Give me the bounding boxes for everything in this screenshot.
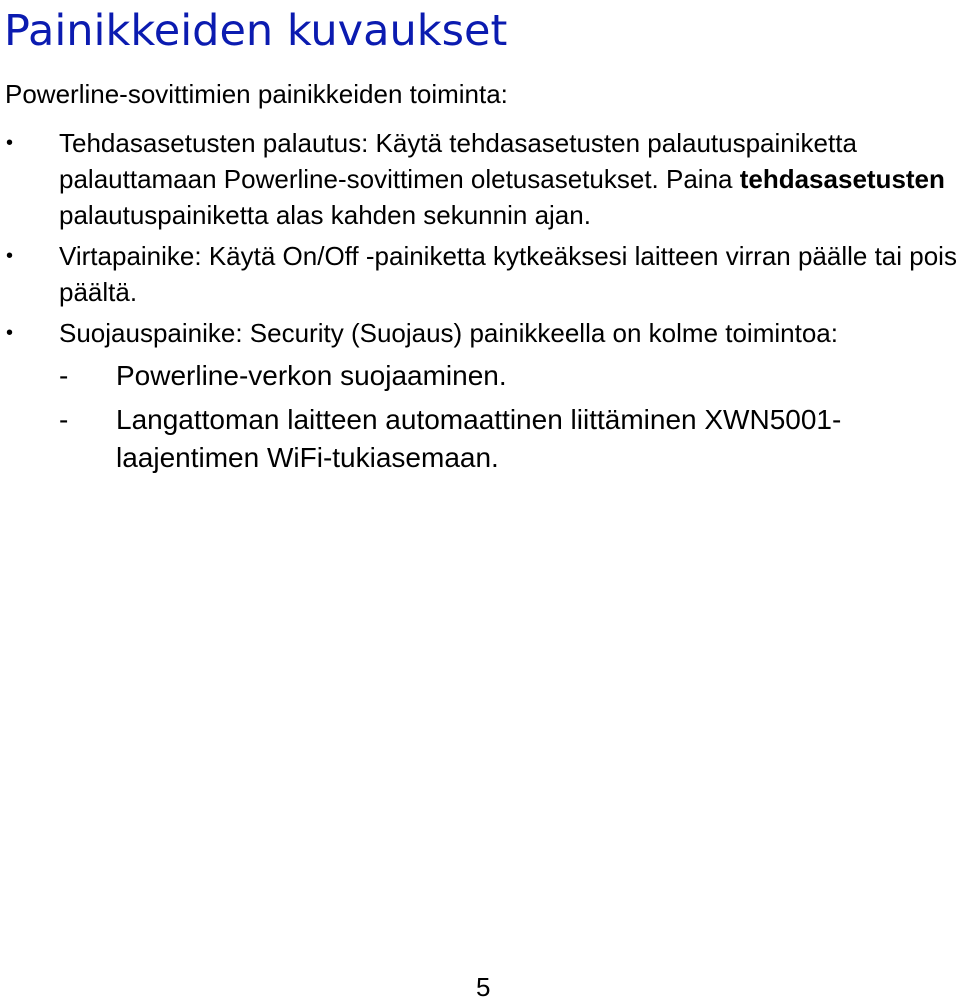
security-functions-list bbox=[59, 357, 958, 477]
power-button-text: Virtapainike: Käytä On/Off -painiketta kytkeäksesi laitteen virran päälle tai pois päältä. bbox=[59, 241, 957, 307]
security-button-text: Suojauspainike: Security (Suojaus) painikkeella on kolme toimintoa: bbox=[59, 318, 838, 348]
list-item-factory-reset bbox=[0, 125, 958, 233]
sub-list-item-network-security bbox=[58, 357, 958, 395]
bullet-icon: • bbox=[6, 132, 14, 154]
intro-text: Powerline-sovittimien painikkeiden toiminta: bbox=[5, 79, 508, 109]
factory-reset-text-end: palautuspainiketta alas kahden sekunnin ajan. bbox=[59, 200, 591, 230]
bullet-icon: • bbox=[6, 322, 14, 344]
wireless-pairing-text: Langattoman laitteen automaattinen liittäminen XWN5001-laajentimen WiFi-tukiasemaan. bbox=[116, 404, 842, 473]
list-item-power-button bbox=[0, 238, 958, 310]
bullet-icon: • bbox=[6, 245, 14, 267]
page-number: 5 bbox=[476, 972, 491, 1002]
network-security-text: Powerline-verkon suojaaminen. bbox=[116, 360, 507, 391]
factory-reset-emphasis: tehdasasetusten bbox=[739, 164, 945, 194]
list-item-security-button bbox=[0, 315, 958, 477]
factory-reset-text: Tehdasasetusten palautus: Käytä tehdasasetusten palautuspainiketta palauttamaan Powerline-sovittimen oletusasetukset. Paina bbox=[59, 128, 857, 194]
page-title: Painikkeiden kuvaukset bbox=[4, 6, 508, 56]
dash-marker: - bbox=[59, 360, 69, 391]
sub-list-item-wireless-pairing bbox=[58, 401, 958, 477]
button-descriptions-list bbox=[0, 125, 958, 483]
dash-marker: - bbox=[59, 404, 69, 435]
